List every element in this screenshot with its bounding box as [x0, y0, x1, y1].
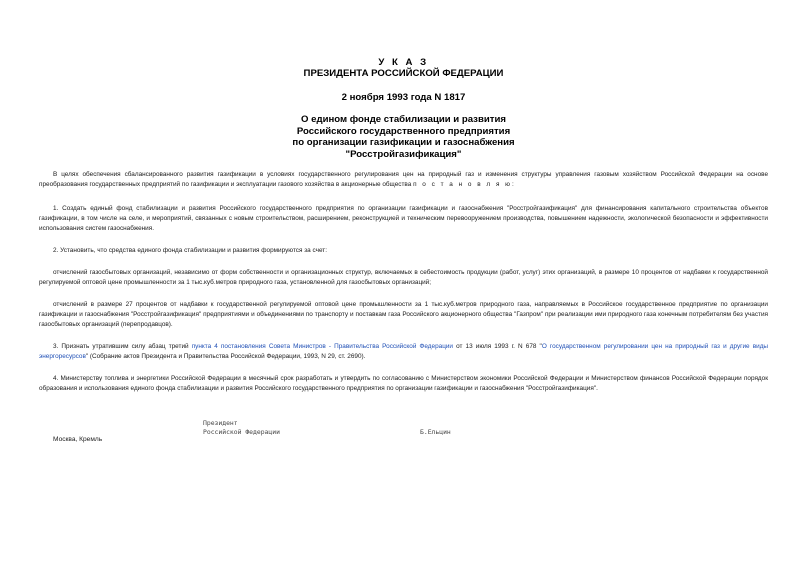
issuer-title: ПРЕЗИДЕНТА РОССИЙСКОЙ ФЕДЕРАЦИИ: [303, 68, 504, 79]
preamble-text: В целях обеспечения сбалансированного развития газификации в условиях государственного регулирования цен на природный газ и изменения структуры управления газовым хозяйством Российской Федерации на основе преобразования государственных предприятий по газификации и эксплуатации газового хозяйства в акционерные общества: [39, 171, 768, 188]
item-3-paragraph: [39, 342, 768, 362]
item-3-mid: от 13 июля 1993 г. N 678 ": [453, 343, 542, 350]
preamble-paragraph: [39, 170, 768, 190]
decree-word: п о с т а н о в л я ю:: [413, 181, 516, 188]
item-2-clause-2: отчислений в размере 27 процентов от надбавки к государственной регулируемой оптовой цене промышленности за 1 тыс.куб.метров природного газа, направляемых в Российское государственное предприятие по организации газификации и газоснабжения "Росстройгазификация" предприятиями и объединениями по транспорту и поставкам газа Российского акционерного общества "Газпром" при реализации ими природного газа конечным потребителям без участия газосбытовых организаций (перепродавцов).: [39, 301, 768, 328]
item-3-suffix: " (Собрание актов Президента и Правительства Российской Федерации, 1993, N 29, ст. 2690).: [85, 353, 366, 360]
subject-line-3: по организации газификации и газоснабжения: [292, 137, 515, 148]
subject-line-1: О едином фонде стабилизации и развития: [301, 114, 506, 125]
signature-title-line-1: Президент: [203, 419, 238, 427]
price-regulation-link[interactable]: О государственном регулировании цен на природный газ и другие виды энергоресурсов: [39, 343, 769, 360]
resolution-link[interactable]: пункта 4 постановления Совета Министров - Правительства Российской Федерации: [191, 343, 453, 350]
signature-title-line-2: Российской Федерации: [203, 428, 280, 436]
signing-place: Москва, Кремль: [53, 436, 103, 443]
signature-title: [203, 419, 280, 437]
item-3-prefix: 3. Признать утратившим силу абзац третий: [53, 343, 192, 350]
signature-name: Б.Ельцин: [420, 428, 451, 436]
decree-body: [39, 170, 768, 394]
date-and-number: 2 ноября 1993 года N 1817: [341, 92, 466, 103]
document-type-title: У К А З: [378, 57, 429, 68]
subject-line-2: Российского государственного предприятия: [296, 125, 511, 137]
subject-line-4: "Росстройгазификация": [345, 148, 462, 160]
decree-subject: [0, 114, 807, 160]
item-1-paragraph: 1. Создать единый фонд стабилизации и развития Российского государственного предприятия по организации газификации и газоснабжения "Росстройгазификация" для финансирования капитального строительства объектов газификации, в том числе на селе, и мероприятий, связанных с новым строительством, расширением, реконструкцией и техническим перевооружением производства, повышением надежности, экологической безопасности и эффективности использования систем газоснабжения.: [39, 205, 768, 232]
item-2-clause-1: отчислений газосбытовых организаций, независимо от форм собственности и организационных структур, включаемых в себестоимость продукции (работ, услуг) этих организаций, в размере 10 процентов от надбавки к государственной регулируемой оптовой цене промышленности за 1 тыс.куб.метров природного газа, установленной для газосбытовых организаций;: [39, 269, 768, 286]
item-2-paragraph: 2. Установить, что средства единого фонда стабилизации и развития формируются за счет:: [53, 247, 327, 254]
item-4-paragraph: 4. Министерству топлива и энергетики Российской Федерации в месячный срок разработать и утвердить по согласованию с Министерством экономики Российской Федерации и Министерством финансов Российской Федерации порядок образования и использования единого фонда стабилизации и развития Российского государственного предприятия по организации газификации и газоснабжения "Росстройгазификация".: [39, 375, 768, 392]
